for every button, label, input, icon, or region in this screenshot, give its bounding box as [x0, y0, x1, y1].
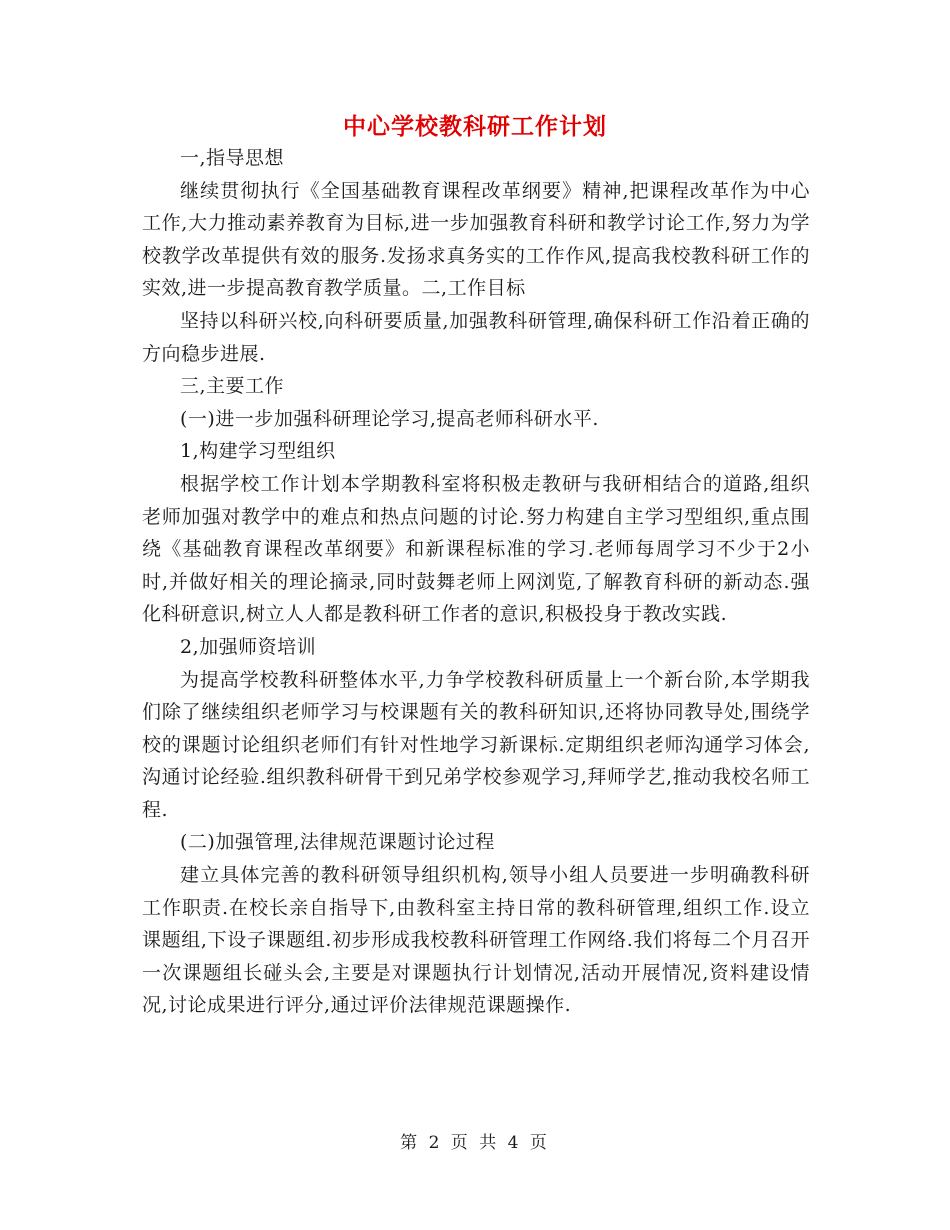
subheading-teacher-training: 2,加强师资培训 — [180, 635, 317, 658]
paragraph-guiding-thought: 继续贯彻执行《全国基础教育课程改革纲要》精神,把课程改革作为中心工作,大力推动素养教育为目标,进一步加强教育科研和教学讨论工作,努力为学校教学改革提供有效的服务.发扬求真务实的工作作风,提高我校教科研工作的实效,进一步提高教育教学质量。二,工作目标 — [142, 179, 810, 300]
paragraph-teacher-training: 为提高学校教科研整体水平,力争学校教科研质量上一个新台阶,本学期我们除了继续组织老师学习与校课题有关的教科研知识,还将协同教导处,围绕学校的课题讨论组织老师们有针对性地学习新课标.定期组织老师沟通学习体会,沟通讨论经验.组织教科研骨干到兄弟学校参观学习,拜师学艺,推动我校名师工程. — [142, 668, 810, 821]
subheading-management: (二)加强管理,法律规范课题讨论过程 — [180, 831, 495, 854]
document-body — [142, 142, 810, 1022]
subheading-theory-study: (一)进一步加强科研理论学习,提高老师科研水平. — [180, 407, 599, 430]
paragraph-learning-organization: 根据学校工作计划本学期教科室将积极走教研与我研相结合的道路,组织老师加强对教学中的难点和热点问题的讨论.努力构建自主学习型组织,重点围绕《基础教育课程改革纲要》和新课程标准的学习.老师每周学习不少于2小时,并做好相关的理论摘录,同时鼓舞老师上网浏览,了解教育科研的新动态.强化科研意识,树立人人都是教科研工作者的意识,积极投身于教改实践. — [142, 472, 810, 626]
paragraph-work-goal: 坚持以科研兴校,向科研要质量,加强教科研管理,确保科研工作沿着正确的方向稳步进展. — [142, 309, 810, 365]
document-title: 中心学校教科研工作计划 — [343, 114, 607, 140]
paragraph-management: 建立具体完善的教科研领导组织机构,领导小组人员要进一步明确教科研工作职责.在校长亲自指导下,由教科室主持日常的教科研管理,组织工作.设立课题组,下设子课题组.初步形成我校教科研管理工作网络.我们将每二个月召开一次课题组长碰头会,主要是对课题执行计划情况,活动开展情况,资料建设情况,讨论成果进行评分,通过评价法律规范课题操作. — [142, 864, 810, 1017]
page-footer: 第 2 页 共 4 页 — [400, 1133, 550, 1153]
heading-guiding-thought: 一,指导思想 — [180, 147, 285, 169]
subheading-learning-organization: 1,构建学习型组织 — [180, 440, 336, 463]
heading-main-work: 三,主要工作 — [180, 375, 285, 398]
